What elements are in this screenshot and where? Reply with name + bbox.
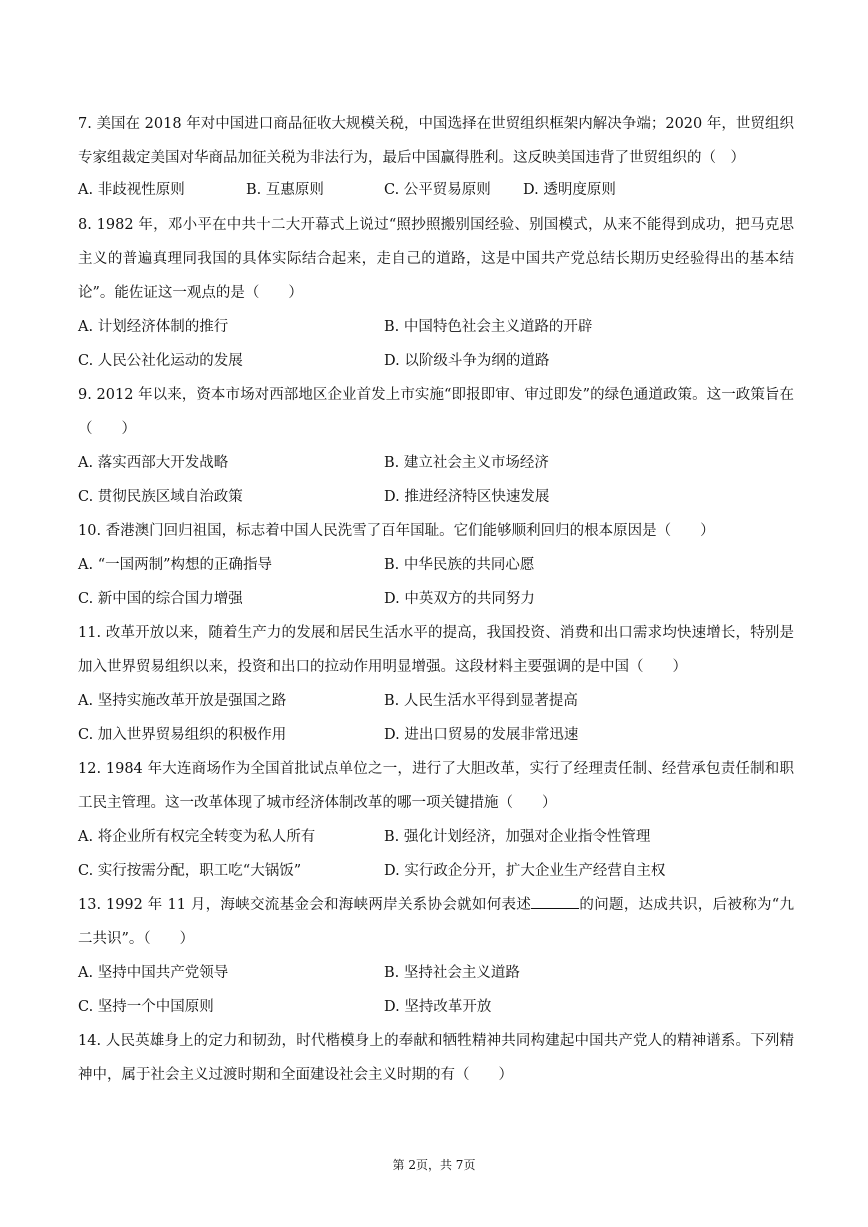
question-11-stem — [78, 616, 794, 684]
question-11-options-row-1 — [78, 684, 794, 718]
option-b: B. 人民生活水平得到显著提高 — [384, 693, 578, 709]
option-a: A. 非歧视性原则 — [78, 182, 185, 198]
question-10-stem — [78, 514, 794, 548]
option-d: D. 透明度原则 — [523, 182, 616, 198]
option-b: B. 中国特色社会主义道路的开辟 — [384, 319, 593, 335]
question-text: 11. 改革开放以来，随着生产力的发展和居民生活水平的提高，我国投资、消费和出口需求均快速增长，特别是加入世界贸易组织以来，投资和出口的拉动作用明显增强。这段材料主要强调的是中国（ ） — [78, 625, 794, 675]
question-14-stem — [78, 1024, 794, 1092]
question-text-before-blank: 13. 1992 年 11 月，海峡交流基金会和海峡两岸关系协会就如何表述 — [78, 897, 532, 913]
question-12-stem — [78, 752, 794, 820]
question-8-stem — [78, 208, 794, 310]
option-c: C. 实行按需分配，职工吃“大锅饭” — [78, 863, 302, 879]
option-c: C. 人民公社化运动的发展 — [78, 353, 243, 369]
page-footer: 第 2页，共 7页 — [392, 1158, 476, 1172]
option-d: D. 以阶级斗争为纲的道路 — [384, 353, 550, 369]
option-c: C. 加入世界贸易组织的积极作用 — [78, 727, 287, 743]
option-b: B. 中华民族的共同心愿 — [384, 557, 535, 573]
question-9-stem — [78, 378, 794, 446]
option-a: A. 坚持中国共产党领导 — [78, 965, 229, 981]
option-d: D. 坚持改革开放 — [384, 999, 492, 1015]
question-text-after-blank: 的问题，达成共识，后被称为“九二共识”。（ ） — [78, 897, 794, 947]
question-text: 14. 人民英雄身上的定力和韧劲，时代楷模身上的奉献和牺牲精神共同构建起中国共产党人的精神谱系。下列精神中，属于社会主义过渡时期和全面建设社会主义时期的有（ ） — [78, 1033, 794, 1083]
question-8-options-row-2 — [78, 344, 794, 378]
option-b: B. 互惠原则 — [246, 182, 324, 198]
question-10-options-row-1 — [78, 548, 794, 582]
option-b: B. 建立社会主义市场经济 — [384, 455, 549, 471]
question-13-options-row-1 — [78, 956, 794, 990]
option-c: C. 坚持一个中国原则 — [78, 999, 214, 1015]
question-9-options-row-1 — [78, 446, 794, 480]
question-9-options-row-2 — [78, 480, 794, 514]
question-7-options — [78, 173, 794, 207]
option-a: A. 坚持实施改革开放是强国之路 — [78, 693, 287, 709]
option-b: B. 坚持社会主义道路 — [384, 965, 520, 981]
question-11-options-row-2 — [78, 718, 794, 752]
option-c: C. 贯彻民族区域自治政策 — [78, 489, 243, 505]
question-12-options-row-2 — [78, 854, 794, 888]
question-text: 12. 1984 年大连商场作为全国首批试点单位之一，进行了大胆改革，实行了经理责任制、经营承包责任制和职工民主管理。这一改革体现了城市经济体制改革的哪一项关键措施（ ） — [78, 761, 794, 811]
option-d: D. 实行政企分开，扩大企业生产经营自主权 — [384, 863, 666, 879]
question-text: 10. 香港澳门回归祖国，标志着中国人民洗雪了百年国耻。它们能够顺利回归的根本原因是（ ） — [78, 523, 715, 539]
question-text: 9. 2012 年以来，资本市场对西部地区企业首发上市实施“即报即审、审过即发”的绿色通道政策。这一政策旨在（ ） — [78, 387, 794, 437]
option-b: B. 强化计划经济，加强对企业指令性管理 — [384, 829, 651, 845]
option-a: A. 计划经济体制的推行 — [78, 319, 229, 335]
option-a: A. “一国两制”构想的正确指导 — [78, 557, 273, 573]
question-text: 8. 1982 年，邓小平在中共十二大开幕式上说过“照抄照搬别国经验、别国模式，从来不能得到成功，把马克思主义的普遍真理同我国的具体实际结合起来，走自己的道路，这是中国共产党总结长期历史经验得出的基本结论”。能佐证这一观点的是（ ） — [78, 217, 794, 301]
option-d: D. 推进经济特区快速发展 — [384, 489, 550, 505]
option-d: D. 进出口贸易的发展非常迅速 — [384, 727, 579, 743]
question-13-options-row-2 — [78, 990, 794, 1024]
option-a: A. 落实西部大开发战略 — [78, 455, 229, 471]
question-8-options-row-1 — [78, 310, 794, 344]
question-7-stem — [78, 107, 794, 175]
fill-in-blank — [531, 894, 579, 909]
question-10-options-row-2 — [78, 582, 794, 616]
option-c: C. 新中国的综合国力增强 — [78, 591, 243, 607]
option-c: C. 公平贸易原则 — [384, 182, 491, 198]
question-13-stem — [78, 888, 794, 956]
question-text: 7. 美国在 2018 年对中国进口商品征收大规模关税，中国选择在世贸组织框架内解决争端；2020 年，世贸组织专家组裁定美国对华商品加征关税为非法行为，最后中国赢得胜利。这反映美国违背了世贸组织的（ ） — [78, 116, 794, 166]
question-12-options-row-1 — [78, 820, 794, 854]
option-d: D. 中英双方的共同努力 — [384, 591, 535, 607]
option-a: A. 将企业所有权完全转变为私人所有 — [78, 829, 316, 845]
